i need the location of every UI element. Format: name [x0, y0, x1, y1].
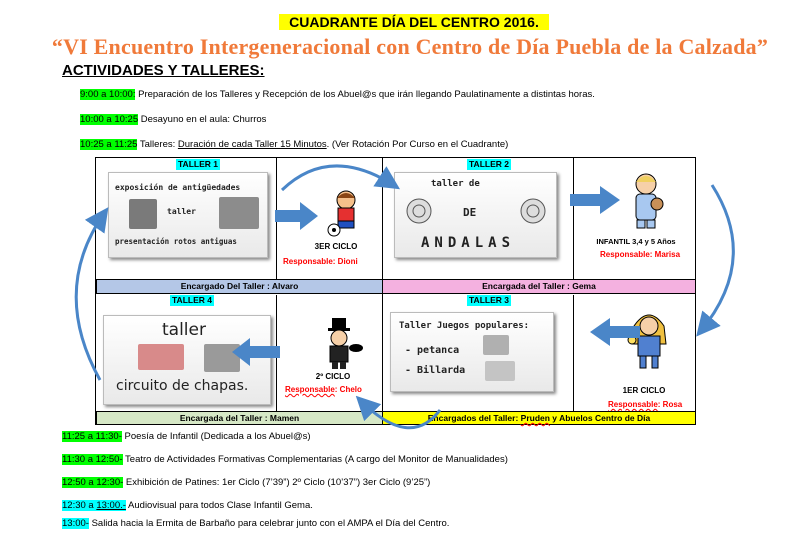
- workshop-3-tag: TALLER 3: [469, 295, 509, 305]
- event-subtitle: “VI Encuentro Intergeneracional con Centro de Día Puebla de la Calzada”: [51, 34, 769, 59]
- card-text: circuito de chapas.: [116, 378, 249, 394]
- workshop-1-cycle: 3ER CICLO: [314, 242, 358, 251]
- card-text: - petanca: [405, 345, 460, 356]
- schedule-time: 10:00 a 10:25: [80, 114, 139, 125]
- schedule-item: [62, 500, 313, 512]
- schedule-item: [80, 89, 595, 101]
- workshop-1-manager: Encargado Del Taller : Alvaro: [96, 279, 383, 294]
- schedule-text: Talleres:: [137, 139, 178, 150]
- schedule-text-underlined: Duración de cada Taller 15 Minutos: [177, 139, 327, 150]
- schedule-item: [80, 114, 266, 126]
- workshop-4-tag: TALLER 4: [172, 295, 212, 305]
- arrow-curve: [700, 185, 733, 332]
- schedule-item: [62, 477, 430, 489]
- card-text: taller de: [431, 179, 480, 189]
- workshop-3-responsible: Responsable: Rosa: [608, 400, 683, 409]
- workshop-1-responsible: Responsable: Dioni: [283, 257, 358, 266]
- schedule-item: [62, 431, 311, 443]
- card-text: Taller Juegos populares:: [399, 321, 530, 331]
- schedule-time: 11:25 a 11:30-: [62, 431, 122, 442]
- schedule-text: Preparación de los Talleres y Recepción de los Abuel@s que irán llegando Paulatinamente a distintas horas.: [135, 89, 595, 100]
- page-title: CUADRANTE DÍA DEL CENTRO 2016.: [289, 14, 539, 30]
- workshop-2-responsible: Responsable: Marisa: [600, 250, 681, 259]
- workshop-3-manager: Encargados del Taller: Pruden y Abuelos Centro de Día: [382, 411, 696, 425]
- workshop-2-tag: TALLER 2: [469, 159, 509, 169]
- workshop-4-cycle: 2º CICLO: [315, 372, 351, 381]
- workshop-4-responsible: Responsable: Chelo: [285, 385, 362, 394]
- workshop-2-manager: Encargada del Taller : Gema: [382, 279, 696, 294]
- arrow-block: [590, 318, 640, 346]
- card-text: taller: [167, 207, 196, 216]
- arrow-block: [570, 186, 620, 214]
- section-heading: ACTIVIDADES Y TALLERES:: [62, 62, 265, 79]
- workshop-1-tag: TALLER 1: [178, 159, 218, 169]
- schedule-time: 12:50 a 12:30-: [62, 477, 124, 488]
- schedule-text: Desayuno en el aula: Churros: [138, 114, 267, 125]
- card-text: DE: [463, 206, 477, 219]
- card-text: exposición de antigüedades: [115, 183, 241, 192]
- workshop-3-cycle: 1ER CICLO: [622, 386, 666, 395]
- card-text: - Billarda: [405, 365, 466, 376]
- schedule-item: [62, 518, 449, 530]
- schedule-text: . (Ver Rotación Por Curso en el Cuadrante): [326, 139, 509, 150]
- arrow-curve: [360, 400, 440, 428]
- schedule-time: 9:00 a 10:00:: [80, 89, 136, 100]
- schedule-item: [62, 454, 508, 466]
- card-text: ANDALAS: [421, 235, 516, 251]
- schedule-text: Exhibición de Patines: 1er Ciclo (7’39”) 2º Ciclo (10’37”) 3er Ciclo (9’25”): [123, 477, 431, 488]
- schedule-text: Salida hacia la Ermita de Barbaño para celebrar junto con el AMPA el Día del Centro.: [88, 518, 450, 529]
- arrow-block: [232, 338, 280, 366]
- schedule-time: 13:00-: [62, 518, 89, 529]
- schedule-text: Teatro de Actividades Formativas Complementarias (A cargo del Monitor de Manualidades): [122, 454, 508, 465]
- rotation-arrows: [60, 150, 760, 440]
- schedule-text: Audiovisual para todos Clase Infantil Gema.: [125, 500, 313, 511]
- card-text: presentación rotos antiguas: [115, 237, 237, 246]
- arrow-curve: [76, 212, 105, 380]
- workshop-2-cycle: INFANTIL 3,4 y 5 Años: [596, 237, 676, 246]
- schedule-time: 12:30 a 13:00.-: [62, 500, 126, 511]
- card-text: taller: [162, 320, 206, 340]
- arrow-curve: [282, 166, 395, 190]
- arrow-block: [275, 202, 318, 230]
- schedule-time: 10:25 a 11:25: [80, 139, 138, 150]
- schedule-time: 11:30 a 12:50-: [62, 454, 123, 465]
- schedule-text: Poesía de Infantil (Dedicada a los Abuel@s): [121, 431, 311, 442]
- workshop-4-manager: Encargada del Taller : Mamen: [96, 411, 383, 425]
